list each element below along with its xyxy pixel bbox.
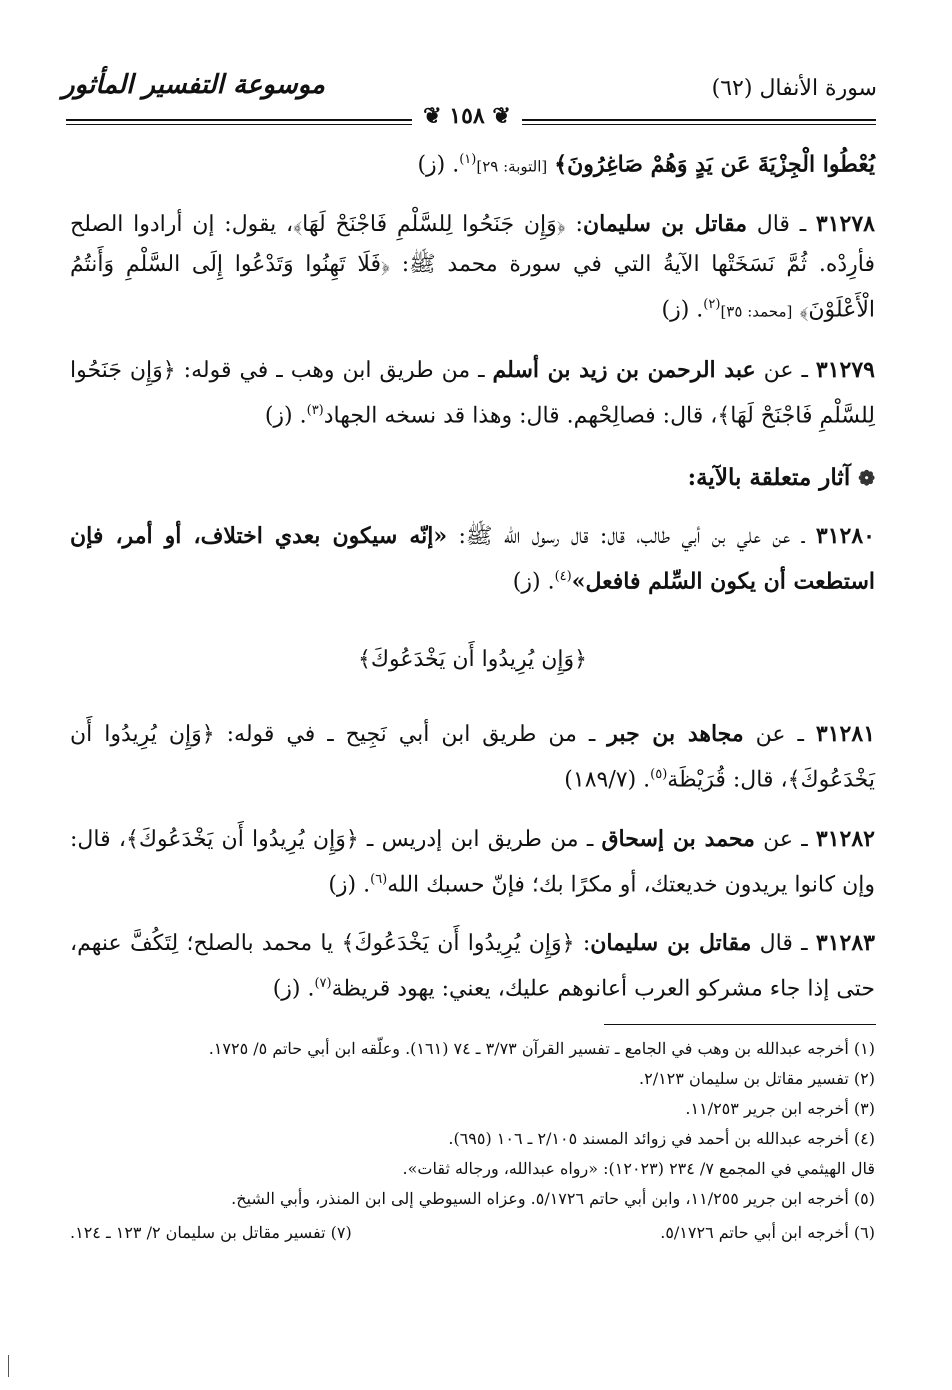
narration-number: ٣١٢٧٩	[815, 356, 875, 383]
footnote-item: (٦) أخرجه ابن أبي حاتم ٥/١٧٢٦.	[660, 1223, 875, 1242]
footnote-item: قال الهيثمي في المجمع ٧/ ٢٣٤ (١٢٠٢٣): «رواه عبدالله، ورجاله ثقات».	[402, 1159, 875, 1178]
narration-31283	[70, 923, 875, 1009]
narration-body: : ﴿وَإِن يُرِيدُوا أَن يَخْدَعُوكَ﴾ يا محمد بالصلح؛ لِتَكُفَّ عنهم، حتى إذا جاء مشركو العرب أعانوهم عليك، يعني: يهود قريظة	[70, 930, 875, 1002]
page-number: ❦ ١٥٨ ❦	[412, 103, 522, 129]
narration-number: ٣١٢٨٢	[815, 825, 875, 852]
footnote-marker: (٧)	[314, 975, 332, 991]
footnote-marker: (٤)	[554, 568, 572, 584]
narrator-name: مجاهد بن جبر	[607, 721, 744, 748]
verse-text: يُعْطُوا الْجِزْيَةَ عَن يَدٍ وَهُمْ صَاغِرُونَ﴾	[554, 151, 875, 178]
narration-31282	[70, 819, 875, 905]
narrator-name: عبد الرحمن بن زيد بن أسلم	[492, 356, 756, 383]
narration-intro: ـ قال	[751, 930, 816, 956]
footnote-row	[70, 1218, 875, 1248]
narration-number: ٣١٢٧٨	[815, 211, 875, 238]
surah-header: سورة الأنفال (٦٢)	[711, 76, 877, 101]
narration-number: ٣١٢٨١	[815, 721, 876, 748]
header-rule-left	[66, 119, 416, 121]
narration-body: ـ من طريق ابن إدريس ـ ﴿وَإِن يُرِيدُوا أَن يَخْدَعُوكَ﴾، قال: وإن كانوا يريدون خديعتك، أو مكرًا بك؛ فإنّ حسبك الله	[70, 826, 875, 897]
flower-ornament-icon: ❁	[858, 465, 875, 490]
para-tail: . (ز)	[328, 871, 371, 897]
header-rule-right	[520, 119, 876, 121]
footnote-item: (٢) تفسير مقاتل بن سليمان ٢/١٢٣.	[639, 1069, 875, 1088]
section-heading	[70, 458, 875, 498]
footnote-separator	[604, 1024, 876, 1025]
narration-body: ـ من طريق ابن أبي نَجِيح ـ في قوله: ﴿وَإِن يُرِيدُوا أَن يَخْدَعُوكَ﴾، قال: قُرَيْظَة	[70, 722, 875, 793]
narration-intro: ـ عن	[755, 357, 816, 383]
narration-body: : ﴿وَإِن جَنَحُوا لِلسَّلْمِ فَاجْنَحْ لَهَا﴾، يقول: إن أرادوا الصلح فأرِدْه. ثُمَّ نَسَخَتْها الآيةُ التي في سورة محمد ﷺ: ﴿فَلَا تَهِنُوا وَتَدْعُوا إِلَى السَّلْمِ وَأَنتُمُ الْأَعْلَوْنَ﴾	[70, 212, 875, 323]
verse-reference: [محمد: ٣٥]	[720, 302, 793, 321]
footnote-marker: (١)	[459, 152, 477, 167]
narration-intro: ـ عن	[754, 826, 816, 852]
verse-reference: [التوبة: ٢٩]	[476, 157, 548, 176]
para-tail: . (ز)	[264, 402, 307, 428]
scan-margin-mark	[8, 1355, 9, 1377]
footnote-marker: (٣)	[306, 402, 324, 418]
narration-31281	[70, 714, 875, 800]
footnote-marker: (٥)	[650, 767, 668, 783]
main-text	[70, 140, 875, 1027]
footnote-item: (٧) تفسير مقاتل بن سليمان ٢/ ١٢٣ ـ ١٢٤.	[70, 1223, 352, 1242]
section-title: آثار متعلقة بالآية:	[687, 463, 851, 491]
footnote-item: (٥) أخرجه ابن جرير ١١/٢٥٥، وابن أبي حاتم ٥/١٧٢٦. وعزاه السيوطي إلى ابن المنذر، وأبي الشيخ.	[231, 1189, 875, 1208]
para-tail: . (ز)	[512, 569, 555, 595]
para-tail: . (ز)	[661, 297, 704, 323]
narration-intro: ـ قال	[747, 212, 816, 238]
narration-number: ٣١٢٨٣	[815, 929, 875, 956]
narration-intro: ـ عن علي بن أبي طالب، قال: قال رسول الله ﷺ:	[447, 523, 816, 549]
narrator-name: مقاتل بن سليمان	[582, 211, 747, 238]
book-title-header: موسوعة التفسير المأثور	[62, 70, 325, 100]
narration-number: ٣١٢٨٠	[815, 522, 875, 549]
hadith-quote: «إنّه سيكون بعدي اختلاف، أو أمر، فإن استطعت أن يكون السِّلم فافعل»	[70, 522, 875, 595]
footnote-item: (١) أخرجه عبدالله بن وهب في الجامع ـ تفسير القرآن ٣/٧٣ ـ ٧٤ (١٦١). وعلّقه ابن أبي حاتم ٥/ ١٧٢٥.	[208, 1039, 875, 1058]
footnote-item: (٣) أخرجه ابن جرير ١١/٢٥٣.	[685, 1099, 875, 1118]
para-tail: . (١٨٩/٧)	[564, 767, 651, 793]
narrator-name: مقاتل بن سليمان	[590, 929, 752, 956]
footnote-item: (٤) أخرجه عبدالله بن أحمد في زوائد المسند ٢/١٠٥ ـ ١٠٦ (٦٩٥).	[448, 1129, 875, 1148]
footnotes	[70, 1034, 875, 1248]
verse-continuation	[70, 140, 875, 186]
narration-31278	[70, 204, 875, 331]
narrator-name: محمد بن إسحاق	[601, 825, 755, 852]
narration-intro: ـ عن	[743, 722, 816, 748]
verse-heading: ﴿وَإِن يُرِيدُوا أَن يَخْدَعُوكَ﴾	[357, 647, 588, 673]
footnote-marker: (٦)	[370, 871, 388, 887]
footnote-marker: (٢)	[703, 297, 721, 313]
para-tail: . (ز)	[417, 152, 460, 178]
narration-31280	[70, 516, 875, 602]
narration-31279	[70, 350, 875, 436]
narration-body: ـ من طريق ابن وهب ـ في قوله: ﴿وَإِن جَنَحُوا لِلسَّلْمِ فَاجْنَحْ لَهَا﴾، قال: فصالِحْهم. قال: وهذا قد نسخه الجهاد	[70, 357, 875, 428]
para-tail: . (ز)	[272, 976, 315, 1002]
